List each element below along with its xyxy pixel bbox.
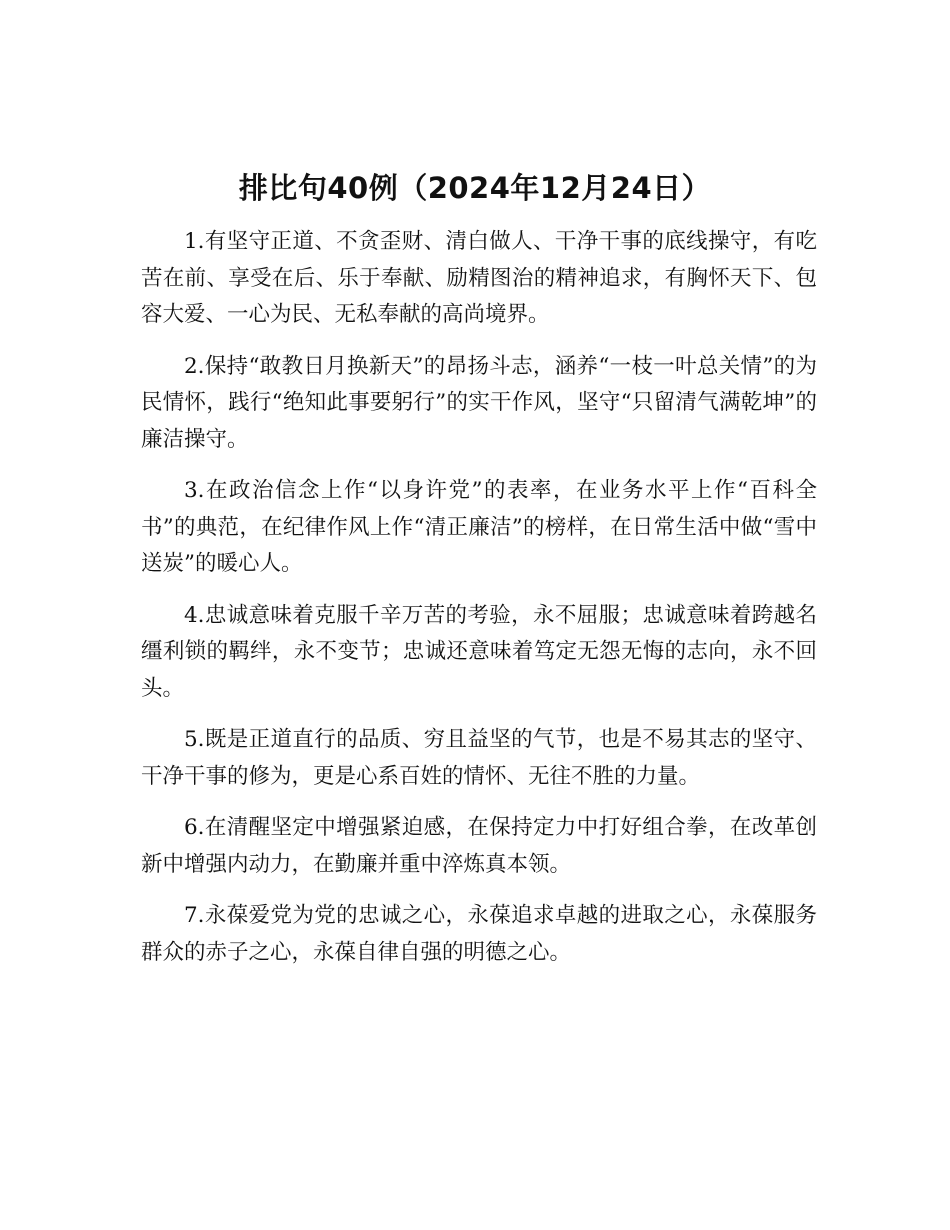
paragraph-3: 3.在政治信念上作“以身许党”的表率，在业务水平上作“百科全书”的典范，在纪律作风上作“清正廉洁”的榜样，在日常生活中做“雪中送炭”的暖心人。 <box>141 478 817 576</box>
document-title: 排比句40例（2024年12月24日） <box>238 171 712 205</box>
paragraph-1: 1.有坚守正道、不贪歪财、清白做人、干净干事的底线操守，有吃苦在前、享受在后、乐于奉献、励精图治的精神追求，有胸怀天下、包容大爱、一心为民、无私奉献的高尚境界。 <box>141 229 817 327</box>
document-body <box>141 224 817 986</box>
paragraph-6: 6.在清醒坚定中增强紧迫感，在保持定力中打好组合拳，在改革创新中增强内动力，在勤廉并重中淬炼真本领。 <box>141 815 817 877</box>
paragraph-2: 2.保持“敢教日月换新天”的昂扬斗志，涵养“一枝一叶总关情”的为民情怀，践行“绝知此事要躬行”的实干作风，坚守“只留清气满乾坤”的廉洁操守。 <box>141 353 817 452</box>
paragraph-7: 7.永葆爱党为党的忠诚之心，永葆追求卓越的进取之心，永葆服务群众的赤子之心，永葆自律自强的明德之心。 <box>141 903 817 965</box>
paragraph-4: 4.忠诚意味着克服千辛万苦的考验，永不屈服；忠诚意味着跨越名缰利锁的羁绊，永不变节；忠诚还意味着笃定无怨无悔的志向，永不回头。 <box>141 602 817 701</box>
paragraph-5: 5.既是正道直行的品质、穷且益坚的气节，也是不易其志的坚守、干净干事的修为，更是心系百姓的情怀、无往不胜的力量。 <box>141 727 817 789</box>
